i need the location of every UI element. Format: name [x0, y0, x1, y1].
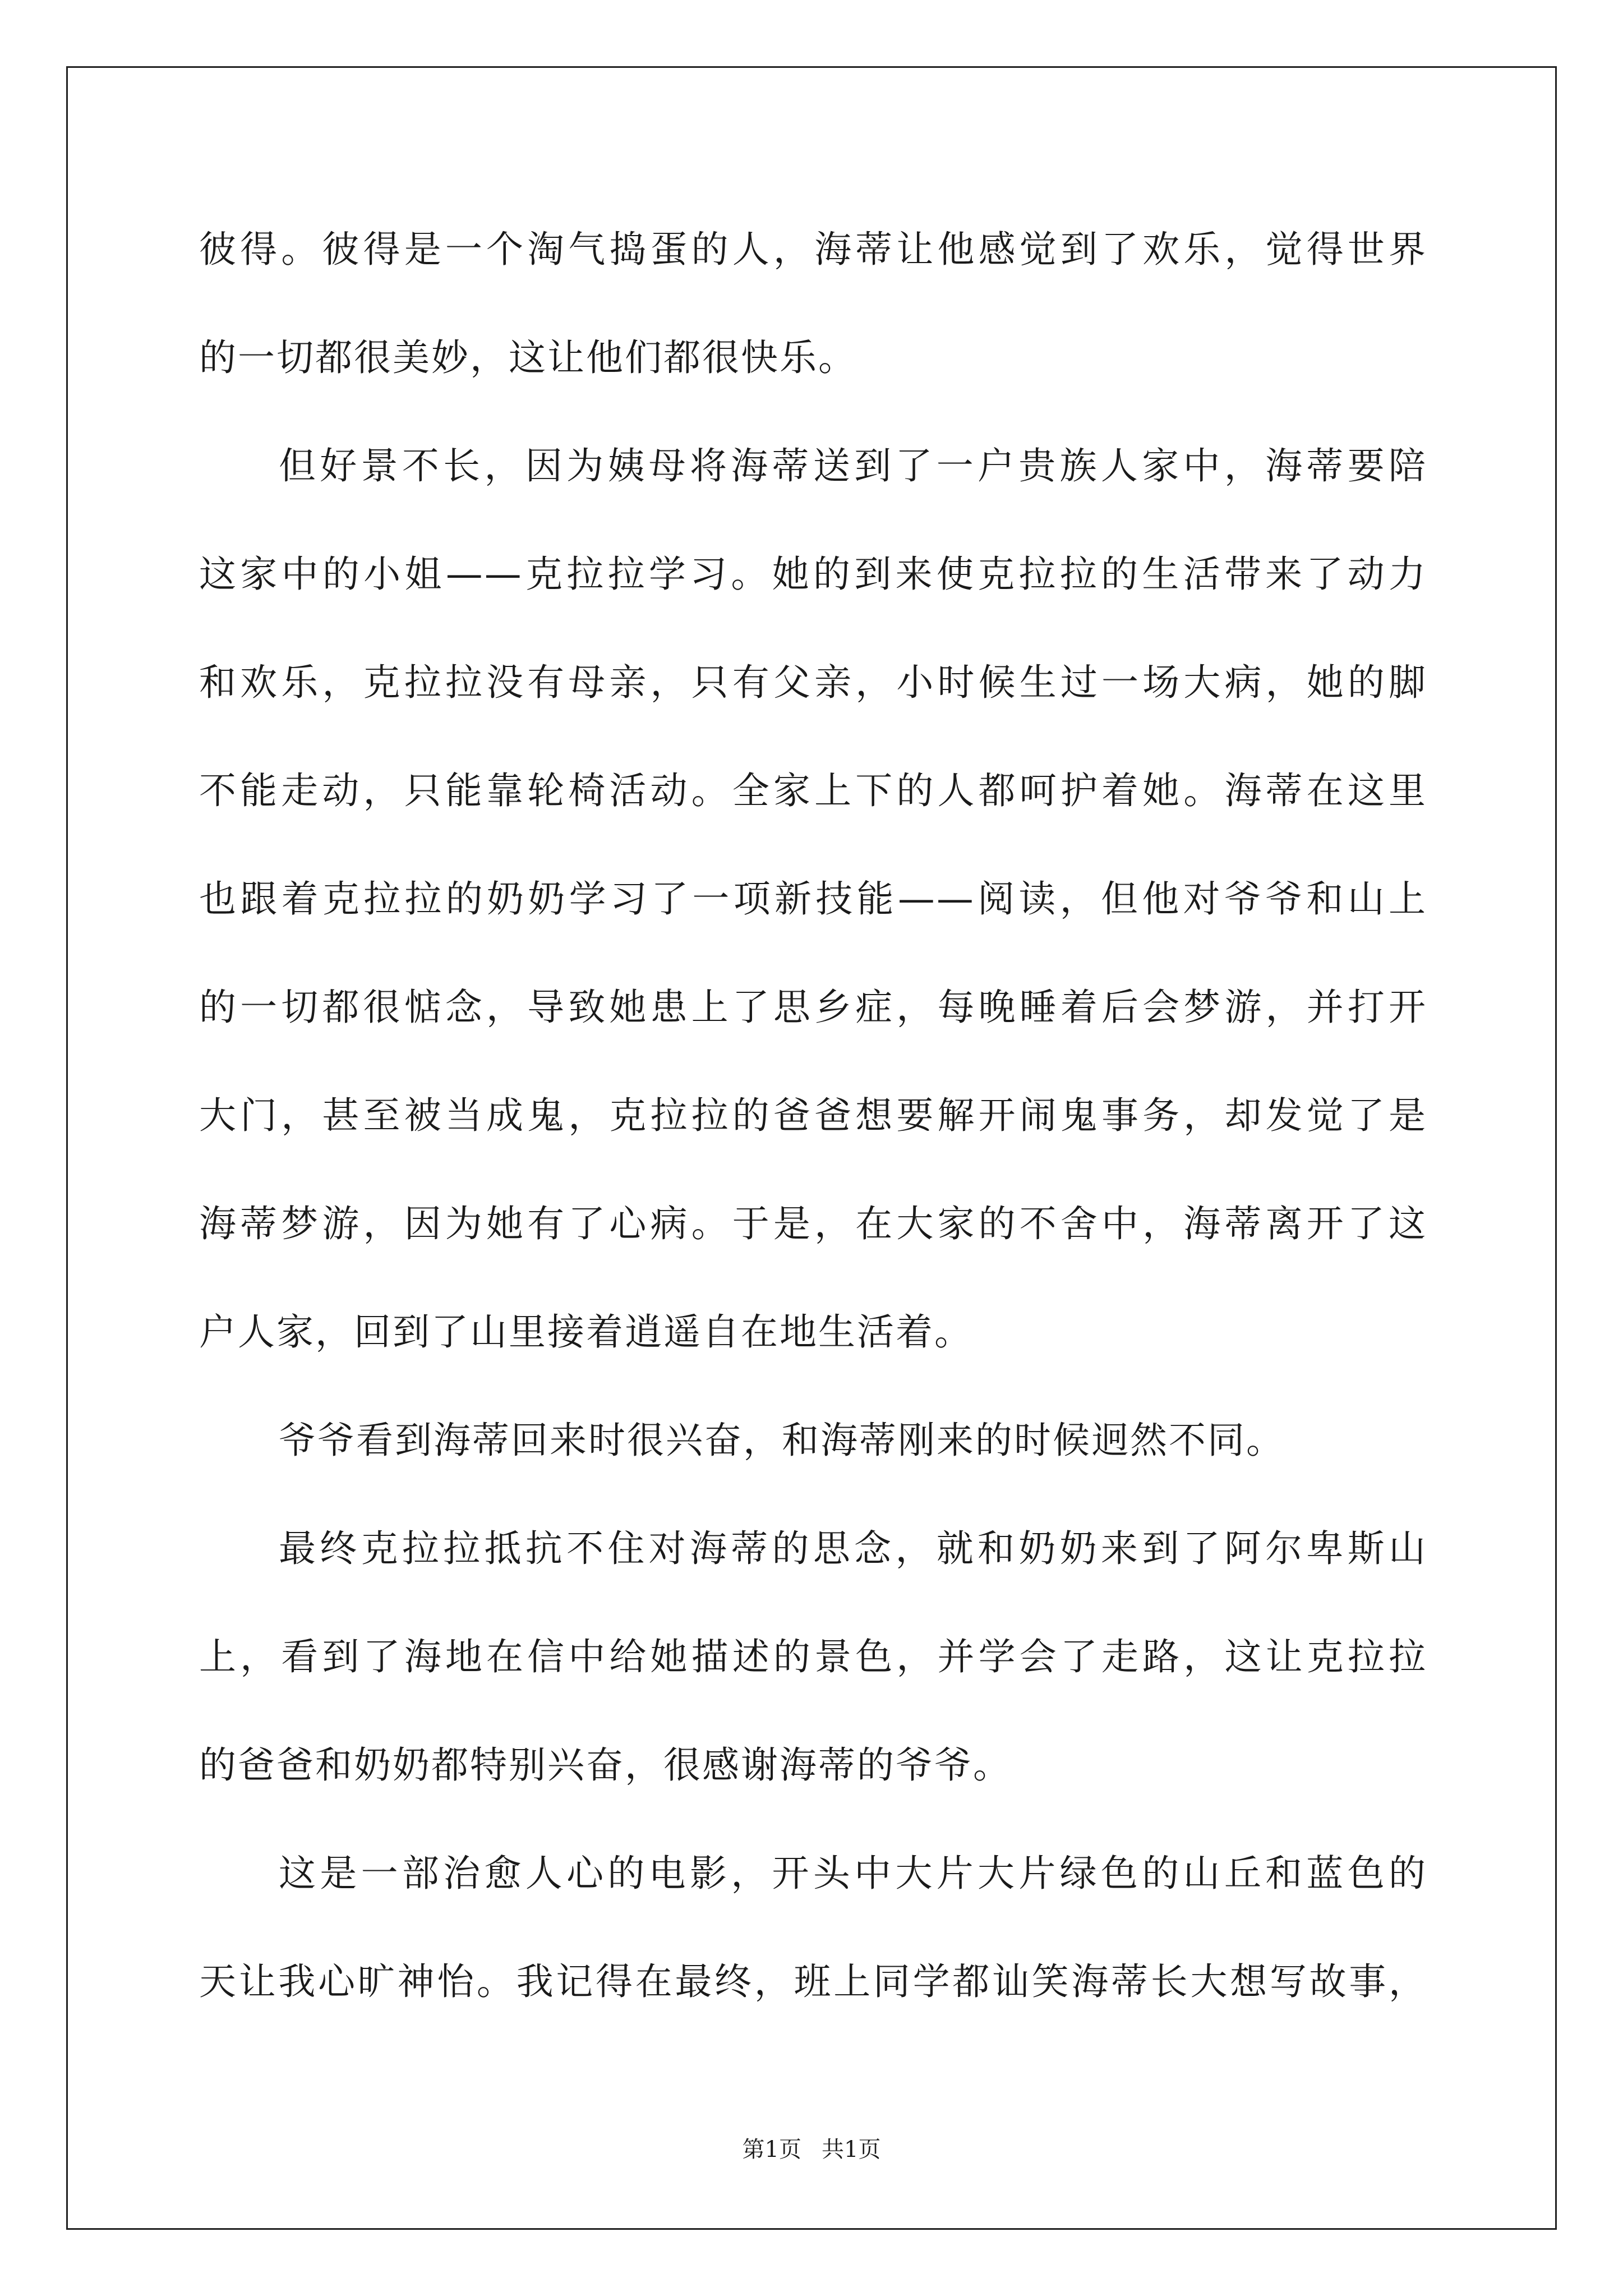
paragraph-start-line: 最终克拉拉抵抗不住对海蒂的思念，就和奶奶来到了阿尔卑斯山 — [279, 1527, 1427, 1570]
text-line: 的爸爸和奶奶都特别兴奋，很感谢海蒂的爷爷。 — [199, 1743, 1012, 1787]
text-line: 这家中的小姐——克拉拉学习。她的到来使克拉拉的生活带来了动力 — [199, 553, 1427, 596]
page-number: 第1页 — [742, 2137, 801, 2162]
text-line: 彼得。彼得是一个淘气捣蛋的人，海蒂让他感觉到了欢乐，觉得世界 — [199, 228, 1427, 271]
page-footer — [0, 2132, 1623, 2164]
text-line: 的一切都很惦念，导致她患上了思乡症，每晚睡着后会梦游，并打开 — [199, 986, 1427, 1029]
text-line: 不能走动，只能靠轮椅活动。全家上下的人都呵护着她。海蒂在这里 — [199, 769, 1427, 812]
text-line: 天让我心旷神怡。我记得在最终，班上同学都讪笑海蒂长大想写故事， — [199, 1960, 1427, 2003]
text-line: 大门，甚至被当成鬼，克拉拉的爸爸想要解开闹鬼事务，却发觉了是 — [199, 1094, 1427, 1137]
text-line: 也跟着克拉拉的奶奶学习了一项新技能——阅读，但他对爷爷和山上 — [199, 877, 1427, 921]
paragraph-start-line: 爷爷看到海蒂回来时很兴奋，和海蒂刚来的时候迥然不同。 — [279, 1419, 1285, 1462]
paragraph-start-line: 但好景不长，因为姨母将海蒂送到了一户贵族人家中，海蒂要陪 — [279, 444, 1427, 487]
text-line: 和欢乐，克拉拉没有母亲，只有父亲，小时候生过一场大病，她的脚 — [199, 661, 1427, 704]
text-line: 海蒂梦游，因为她有了心病。于是，在大家的不舍中，海蒂离开了这 — [199, 1202, 1427, 1245]
text-line: 上，看到了海地在信中给她描述的景色，并学会了走路，这让克拉拉 — [199, 1635, 1427, 1678]
page-total: 共1页 — [822, 2137, 881, 2162]
text-line: 户人家，回到了山里接着逍遥自在地生活着。 — [199, 1310, 973, 1354]
text-line: 的一切都很美妙，这让他们都很快乐。 — [199, 336, 857, 379]
paragraph-start-line: 这是一部治愈人心的电影，开头中大片大片绿色的山丘和蓝色的 — [279, 1852, 1427, 1895]
document-body — [199, 222, 1427, 2062]
